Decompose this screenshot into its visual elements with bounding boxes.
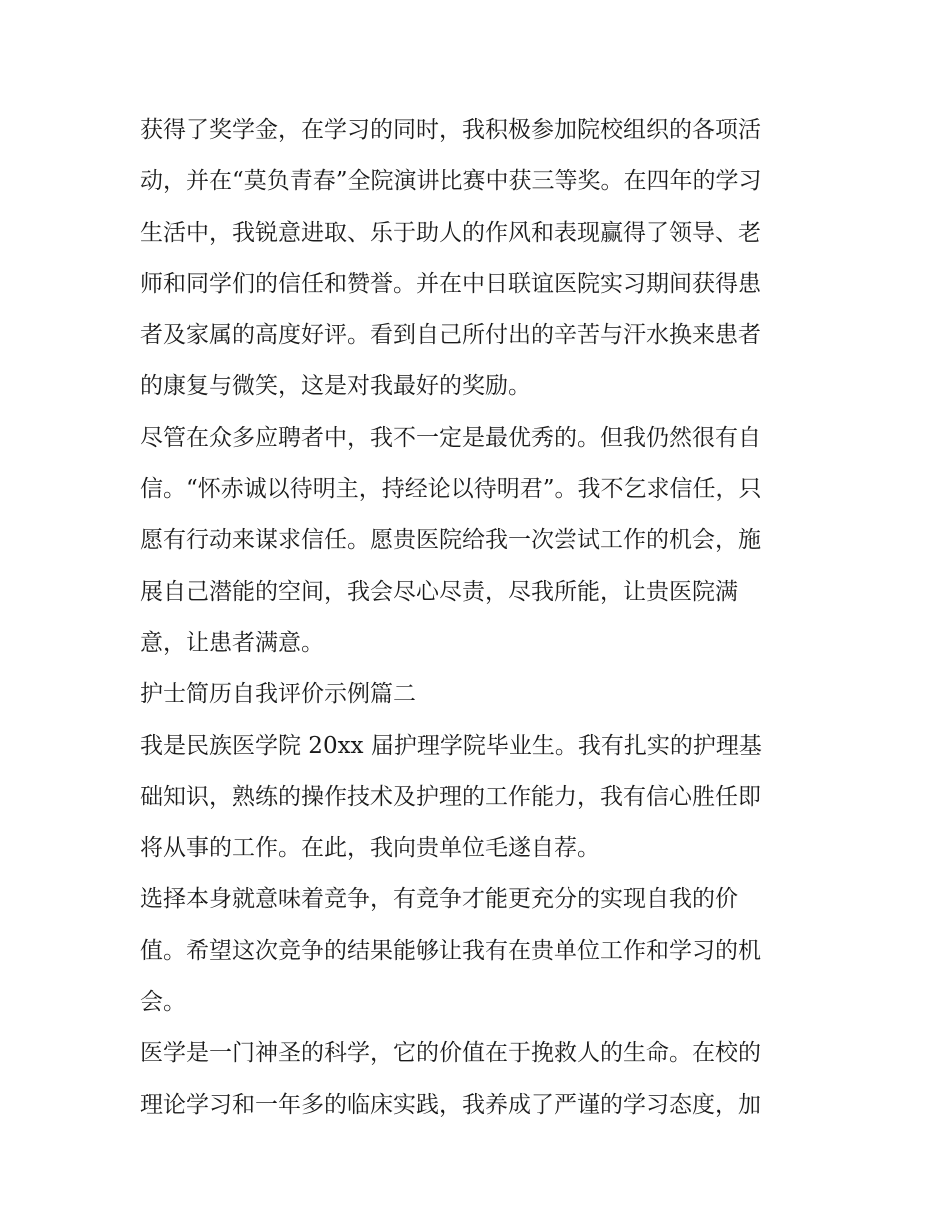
text-line: 将从事的工作。在此，我向贵单位毛遂自荐。 — [140, 835, 600, 862]
text-line: 选择本身就意味着竞争，有竞争才能更充分的实现自我的价 — [140, 886, 738, 913]
text-line: 会。 — [140, 989, 186, 1016]
text-line: 信。“怀赤诚以待明主，持经论以待明君”。我不乞求信任，只 — [140, 476, 762, 503]
document-body — [140, 105, 820, 1131]
text-line: 者及家属的高度好评。看到自己所付出的辛苦与汗水换来患者 — [140, 322, 761, 349]
text-line: 动，并在“莫负青春”全院演讲比赛中获三等奖。在四年的学习 — [140, 168, 762, 195]
section-heading: 护士简历自我评价示例篇二 — [140, 681, 416, 708]
text-line: 值。希望这次竞争的结果能够让我有在贵单位工作和学习的机 — [140, 937, 761, 964]
text-line: 师和同学们的信任和赞誉。并在中日联谊医院实习期间获得患 — [140, 270, 761, 297]
text-line: 尽管在众多应聘者中，我不一定是最优秀的。但我仍然很有自 — [140, 424, 761, 451]
text-line: 理论学习和一年多的临床实践，我养成了严谨的学习态度，加 — [140, 1091, 761, 1118]
text-line: 意，让患者满意。 — [140, 629, 324, 656]
text-line: 础知识，熟练的操作技术及护理的工作能力，我有信心胜任即 — [140, 783, 761, 810]
text-line: 我是民族医学院 20xx 届护理学院毕业生。我有扎实的护理基 — [140, 732, 762, 759]
text-line: 生活中，我锐意进取、乐于助人的作风和表现赢得了领导、老 — [140, 219, 761, 246]
text-line: 的康复与微笑，这是对我最好的奖励。 — [140, 373, 531, 400]
text-line: 获得了奖学金，在学习的同时，我积极参加院校组织的各项活 — [140, 117, 761, 143]
text-line: 展自己潜能的空间，我会尽心尽责，尽我所能，让贵医院满 — [140, 578, 738, 605]
text-line: 医学是一门神圣的科学，它的价值在于挽救人的生命。在校的 — [140, 1040, 761, 1067]
text-line: 愿有行动来谋求信任。愿贵医院给我一次尝试工作的机会，施 — [140, 527, 761, 554]
